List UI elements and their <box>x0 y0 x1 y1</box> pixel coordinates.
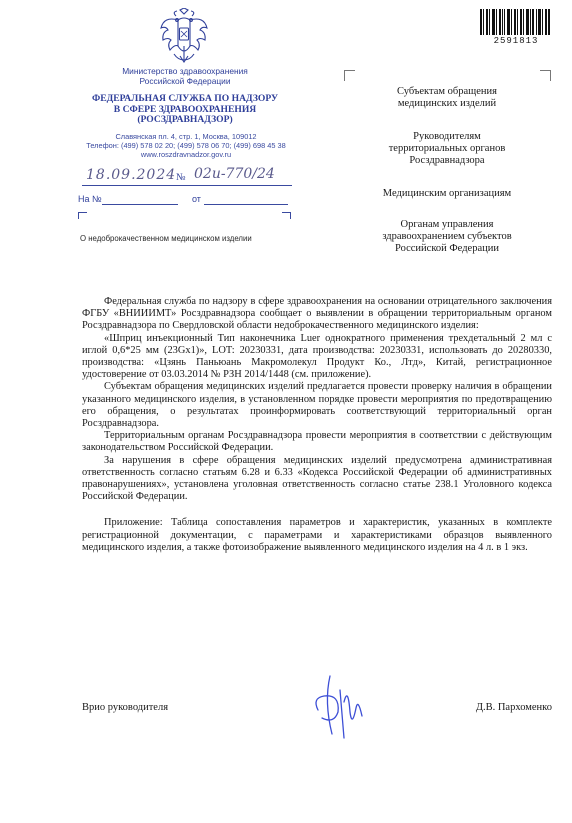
signatory-name: Д.В. Пархоменко <box>475 702 552 713</box>
outgoing-number: 02и-770/24 <box>194 166 275 182</box>
recipient-2-line: Росздравнадзора <box>409 155 485 166</box>
ministry-line-2: Российской Федерации <box>139 75 231 86</box>
outgoing-number-prefix: № <box>176 172 186 183</box>
ref-label-from: от <box>192 194 201 204</box>
address-line-1: Славянская пл. 4, стр. 1, Москва, 109012 <box>115 132 257 141</box>
recipient-bracket-left <box>344 70 355 81</box>
date-underline <box>82 185 292 186</box>
recipient-2-line: Руководителям <box>413 131 481 142</box>
address-block <box>68 132 304 159</box>
paragraph-liability: За нарушения в сфере обращения медицинских изделий предусмотрена административная ответственность согласно статьям 6.28 и 6.33 «Кодекса Российской Федерации об административных правонарушениях», установлена уголовная ответственность согласно статье 238.1 Уголовного кодекса Российской Федерации. <box>82 454 552 503</box>
paragraph-device: «Шприц инъекционный Тип наконечника Luer однократного применения трехдетальный 2 мл с иглой 0,6*25 мм (23Gx1)», LOT: 20230331, дата производства: 20230331, использовать до 20280330, производства: «Цзянь Паньюань Макромолекул Продукт Ко., Лтд», Китай, регистрационное удостоверение от 03.03.2014 № РЗН 2014/1448 (см. приложение). <box>82 332 552 381</box>
signature-mark <box>310 672 370 744</box>
ref-from-underline <box>204 204 288 205</box>
recipient-3-line: Медицинским организациям <box>382 188 512 199</box>
recipient-1 <box>352 86 542 110</box>
recipient-1-line: медицинских изделий <box>397 98 497 109</box>
ref-no-underline <box>102 204 178 205</box>
address-line-3: www.roszdravnadzor.gov.ru <box>140 150 232 159</box>
corner-mark-left <box>78 212 87 219</box>
paragraph-subjects: Субъектам обращения медицинских изделий предлагается провести проверку наличия в обращении указанного медицинского изделия, в установленном порядке провести мероприятия по предотвращению его обращения, о результатах проинформировать соответствующий территориальный орган Росздравнадзора. <box>82 381 552 430</box>
service-line-3: (РОСЗДРАВНАДЗОР) <box>137 114 233 125</box>
recipient-4-line: Органам управления <box>400 219 494 230</box>
letter-body <box>82 296 552 554</box>
recipient-1-line: Субъектам обращения <box>397 86 497 97</box>
emblem-icon <box>158 8 210 66</box>
service-line-2: В СФЕРЕ ЗДРАВООХРАНЕНИЯ <box>113 103 257 115</box>
paragraph-intro: Федеральная служба по надзору в сфере здравоохранения на основании отрицательного заключения ФГБУ «ВНИИИМТ» Росздравнадзора сообщает о выявлении в обращении территориальным органом Росздравнадзора по Свердловской области недоброкачественного медицинского изделия: <box>82 296 552 332</box>
service-line-1: ФЕДЕРАЛЬНАЯ СЛУЖБА ПО НАДЗОРУ <box>91 93 279 104</box>
address-line-2: Телефон: (499) 578 02 20; (499) 578 06 70; (499) 698 45 38 <box>86 141 286 150</box>
recipient-bracket-right <box>540 70 551 81</box>
recipient-2 <box>352 131 542 167</box>
recipient-4 <box>352 219 542 255</box>
recipient-3 <box>352 188 542 200</box>
recipient-4-line: Российской Федерации <box>395 243 499 254</box>
ministry-line-1: Министерство здравоохранения <box>122 66 248 76</box>
signatory-position: Врио руководителя <box>82 702 169 713</box>
subject-line: О недоброкачественном медицинском изделии <box>80 234 252 243</box>
recipient-4-line: здравоохранением субъектов <box>382 231 512 242</box>
corner-mark-right <box>282 212 291 219</box>
service-name <box>72 94 298 126</box>
ref-label-no: На № <box>78 194 102 204</box>
paragraph-attachment: Приложение: Таблица сопоставления параметров и характеристик, указанных в комплекте регистрационной документации, с параметрами и характеристиками образцов выявленного медицинского изделия, а также фотоизображение выявленного медицинского изделия на 4 л. в 1 экз. <box>82 517 552 553</box>
recipient-2-line: территориальных органов <box>388 143 506 154</box>
ministry-name <box>80 67 290 86</box>
reg-number: 2591813 <box>493 36 539 46</box>
outgoing-date: 18.09.2024 <box>86 167 177 183</box>
paragraph-territorial: Территориальным органам Росздравнадзора провести мероприятия в соответствии с действующим законодательством Российской Федерации. <box>82 430 552 454</box>
